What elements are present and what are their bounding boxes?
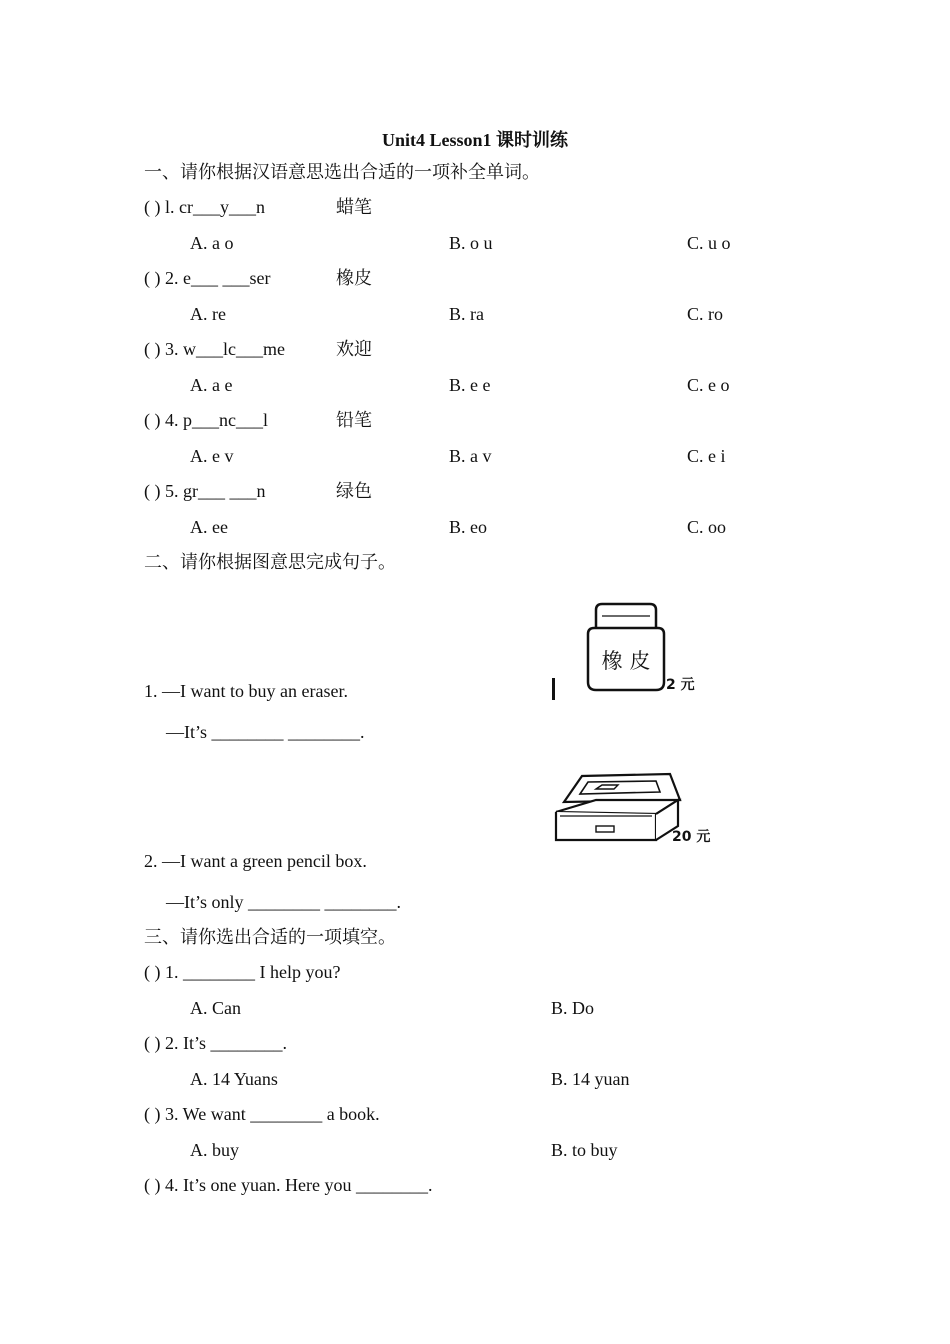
- p1-q1-stem: ( ) l. cr___y___n: [144, 197, 265, 217]
- p1-q2-stem: ( ) 2. e___ ___ser: [144, 268, 271, 288]
- p1-q2-option-a: A. re: [190, 304, 226, 324]
- part3-heading: 三、请你选出合适的一项填空。: [144, 927, 396, 947]
- p1-q5-option-b: B. eo: [449, 517, 487, 537]
- p1-q2-option-b: B. ra: [449, 304, 484, 324]
- eraser-price: 2 元: [666, 677, 695, 693]
- p1-q4-option-a: A. e v: [190, 446, 234, 466]
- p3-q2-option-a: A. 14 Yuans: [190, 1069, 278, 1089]
- p3-q2-stem: ( ) 2. It’s ________.: [144, 1033, 287, 1053]
- p1-q2-option-c: C. ro: [687, 304, 723, 324]
- p1-q5-stem: ( ) 5. gr___ ___n: [144, 481, 266, 501]
- p1-q3-stem: ( ) 3. w___lc___me: [144, 339, 285, 359]
- p2-item2-question: 2. —I want a green pencil box.: [144, 851, 367, 871]
- p1-q3-option-a: A. a e: [190, 375, 233, 395]
- p3-q2-option-b: B. 14 yuan: [551, 1069, 630, 1089]
- p2-item1-answer: —It’s ________ ________.: [166, 722, 365, 742]
- p1-q4-stem: ( ) 4. p___nc___l: [144, 410, 268, 430]
- p3-q1-option-a: A. Can: [190, 998, 241, 1018]
- p3-q4-stem: ( ) 4. It’s one yuan. Here you ________.: [144, 1175, 433, 1195]
- p1-q4-option-b: B. a v: [449, 446, 492, 466]
- eraser-icon: [550, 600, 710, 705]
- pencil-box-price: 20 元: [672, 829, 711, 845]
- part2-heading: 二、请你根据图意思完成句子。: [144, 552, 396, 572]
- p3-q1-option-b: B. Do: [551, 998, 595, 1018]
- page-title: Unit4 Lesson1 课时训练: [381, 130, 569, 150]
- eraser-label: 橡 皮: [601, 649, 651, 673]
- p1-q5-option-c: C. oo: [687, 517, 727, 537]
- p1-q1-option-b: B. o u: [449, 233, 493, 253]
- pencil-box-icon: [552, 768, 722, 850]
- p1-q1-meaning: 蜡笔: [336, 197, 372, 217]
- p2-item1-question: 1. —I want to buy an eraser.: [144, 681, 348, 701]
- p1-q2-meaning: 橡皮: [336, 268, 372, 288]
- p1-q1-option-c: C. u o: [687, 233, 731, 253]
- p1-q1-option-a: A. a o: [190, 233, 234, 253]
- part1-heading: 一、请你根据汉语意思选出合适的一项补全单词。: [144, 162, 540, 182]
- p3-q3-option-a: A. buy: [190, 1140, 239, 1160]
- p2-item2-answer: —It’s only ________ ________.: [166, 892, 402, 912]
- p3-q1-stem: ( ) 1. ________ I help you?: [144, 962, 341, 982]
- p1-q4-option-c: C. e i: [687, 446, 726, 466]
- p1-q5-meaning: 绿色: [336, 481, 372, 501]
- p1-q4-meaning: 铅笔: [336, 410, 372, 430]
- p1-q3-meaning: 欢迎: [336, 339, 372, 359]
- p1-q3-option-b: B. e e: [449, 375, 491, 395]
- eraser-picture: [550, 600, 710, 705]
- pencil-box-picture: [552, 768, 722, 850]
- p3-q3-option-b: B. to buy: [551, 1140, 618, 1160]
- p1-q3-option-c: C. e o: [687, 375, 730, 395]
- p1-q5-option-a: A. ee: [190, 517, 228, 537]
- p3-q3-stem: ( ) 3. We want ________ a book.: [144, 1104, 380, 1124]
